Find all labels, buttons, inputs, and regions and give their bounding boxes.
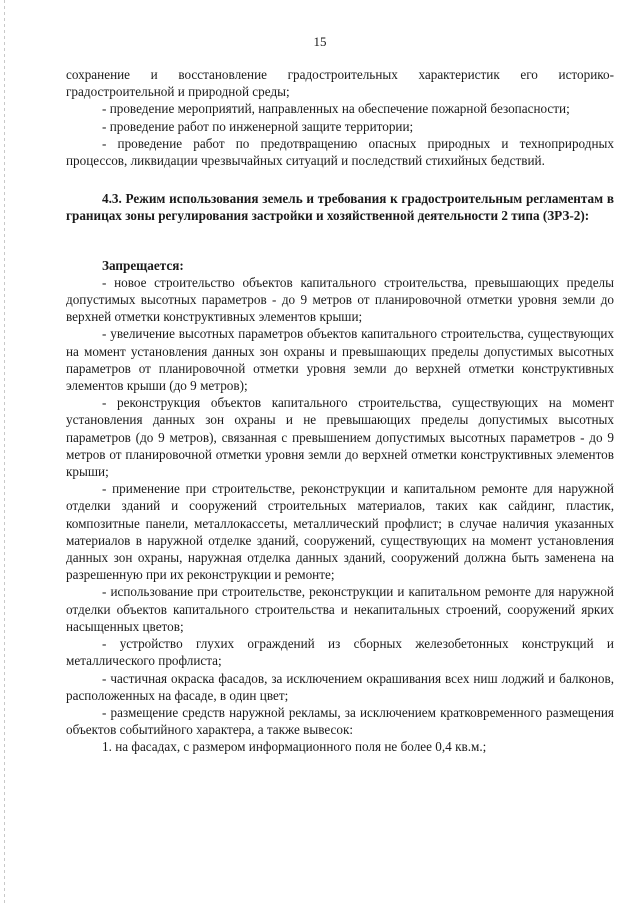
list-item: - устройство глухих ограждений из сборных железобетонных конструкций и металлического профлиста; — [66, 636, 614, 669]
prohibited-label: Запрещается: — [102, 257, 184, 273]
scan-edge-line — [4, 0, 5, 905]
list-item: - использование при строительстве, реконструкции и капитальном ремонте для наружной отделки объектов капитального строительства и некапитальных строений, сооружений ярких насыщенных цветов; — [66, 584, 614, 634]
paragraph: - проведение мероприятий, направленных на обеспечение пожарной безопасности; — [102, 101, 570, 117]
list-item: - увеличение высотных параметров объектов капитального строительства, существующих на момент установления данных зон охраны и превышающих пределы допустимых высотных параметров от планировочной отметки уровня земли до верхней отметки конструктивных элементов крыши (до 9 метров); — [66, 326, 614, 394]
list-item: - новое строительство объектов капитального строительства, превышающих пределы допустимых высотных параметров - до 9 метров от планировочной отметки уровня земли до верхней отметки конструктивных элементов крыши; — [66, 274, 614, 325]
list-item: - применение при строительстве, реконструкции и капитальном ремонте для наружной отделки зданий и сооружений строительных материалов, таких как сайдинг, пластик, композитные панели, металлокассеты, металлический профлист; в случае наличия указанных материалов в наружной отделке зданий, сооружений, существующих на момент установления данных зон охраны, наружная отделка данных зданий, сооружений должна быть заменена на разрешенную при их реконструкции и ремонте; — [66, 481, 614, 583]
list-item: - размещение средств наружной рекламы, за исключением кратковременного размещения объектов событийного характера, а также вывесок: — [66, 704, 614, 738]
page-number: 15 — [313, 34, 327, 49]
paragraph: - проведение работ по инженерной защите территории; — [102, 118, 414, 134]
list-item: - реконструкция объектов капитального строительства, существующих на момент установления данных зон охраны и не превышающих пределы допустимых высотных параметров (до 9 метров), связанная с превышением допустимых высотных параметров - до 9 метров от планировочной отметки уровня земли до верхней отметки конструктивных элементов крыши; — [66, 395, 614, 480]
paragraph: сохранение и восстановление градостроительных характеристик его историко-градостроительной и природной среды; — [66, 67, 614, 100]
section-heading: 4.3. Режим использования земель и требования к градостроительным регламентам в границах зоны регулирования застройки и хозяйственной деятельности 2 типа (ЗРЗ-2): — [66, 191, 614, 224]
list-item: 1. на фасадах, с размером информационного поля не более 0,4 кв.м.; — [102, 739, 487, 755]
list-item: - частичная окраска фасадов, за исключением окрашивания всех ниш лоджий и балконов, расположенных на фасаде, в один цвет; — [66, 670, 614, 703]
document-body — [66, 66, 614, 756]
paragraph: - проведение работ по предотвращению опасных природных и техноприродных процессов, ликвидации чрезвычайных ситуаций и последствий стихийных бедствий. — [66, 135, 614, 169]
